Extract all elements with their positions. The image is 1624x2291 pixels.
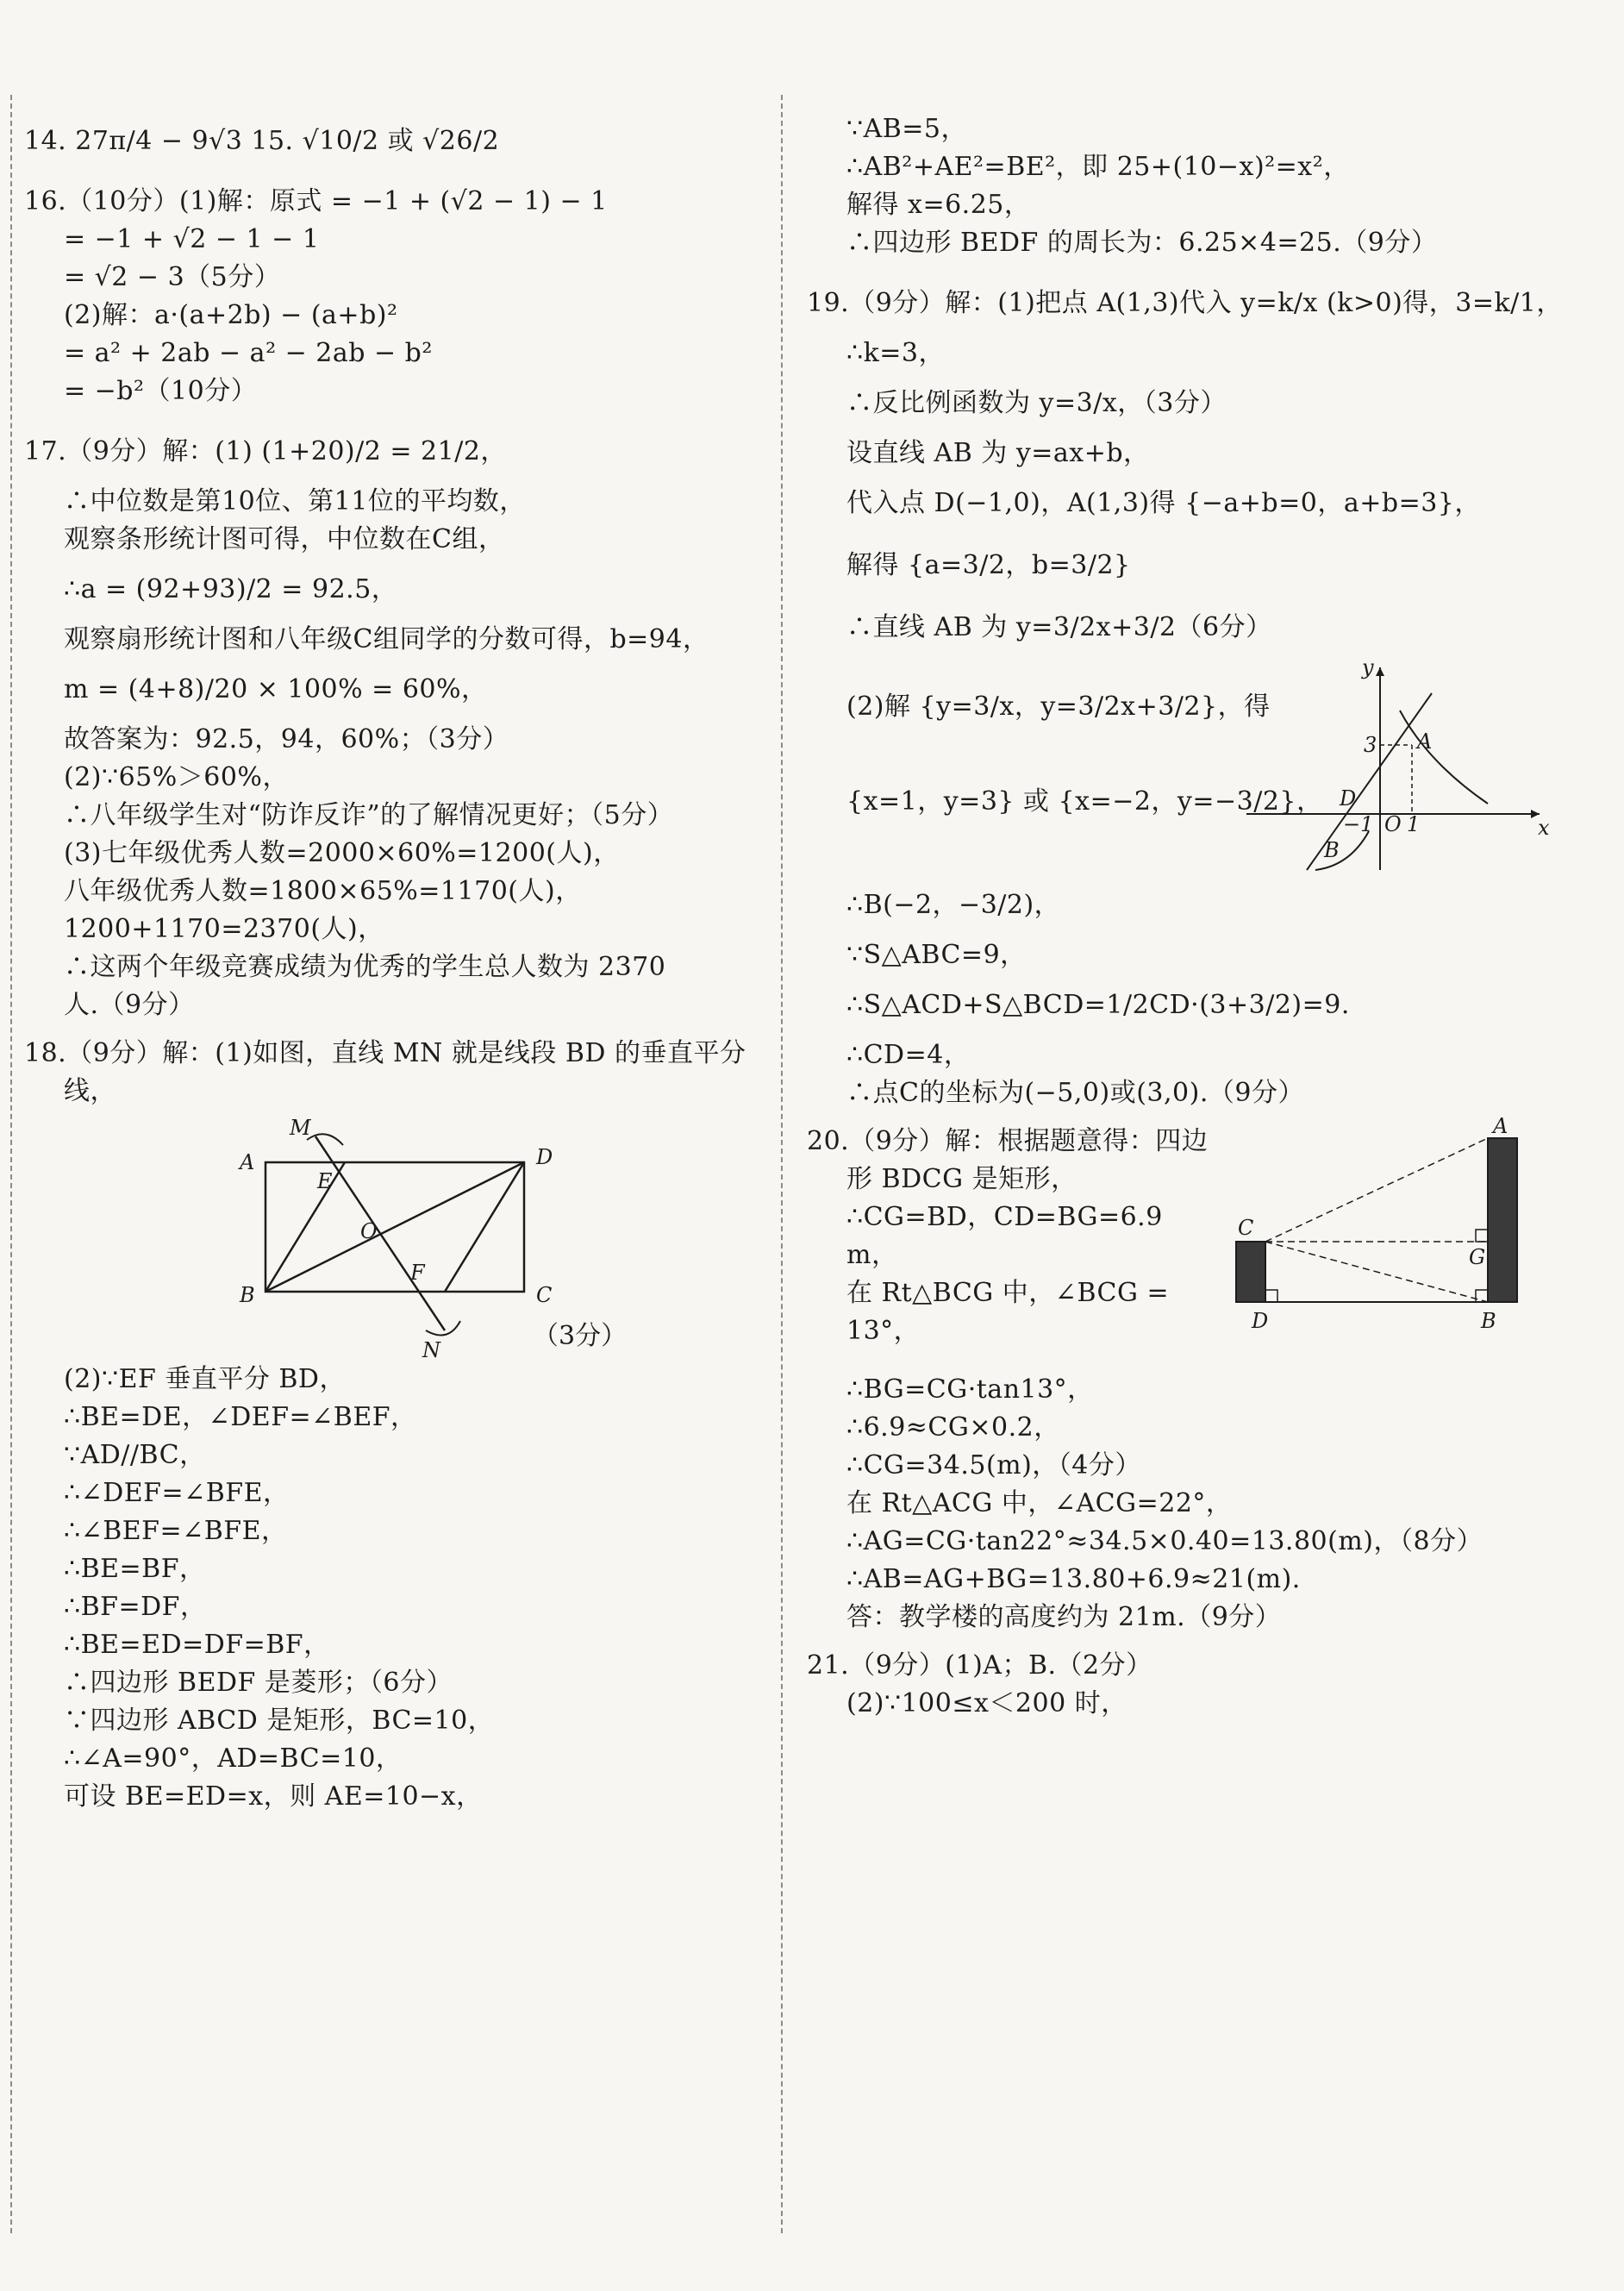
answer-21-step: (2)∵100≤x＜200 时，	[846, 1688, 1127, 1718]
answer-17-step: ∴八年级学生对“防诈反诈”的了解情况更好；（5分）	[64, 800, 674, 830]
answer-21-head: 21.（9分）(1)A；B.（2分）	[807, 1650, 1152, 1681]
answer-18-cont: ∴AB²+AE²=BE²，即 25+(10−x)²=x²，	[846, 152, 1350, 182]
answer-18-step: ∴BF=DF，	[64, 1592, 207, 1622]
answer-17-step: (3)七年级优秀人数=2000×60%=1200(人)，	[64, 838, 620, 868]
answer-20-step: 在 Rt△BCG 中，∠BCG =	[846, 1278, 1170, 1308]
answer-20-step: ∴AB=AG+BG=13.80+6.9≈21(m).	[846, 1564, 1301, 1594]
answer-18-step: ∵AD//BC，	[64, 1440, 206, 1470]
answer-18-head: 18.（9分）解：(1)如图，直线 MN 就是线段 BD 的垂直平分	[24, 1038, 746, 1068]
left-margin-dashed-line	[10, 95, 12, 2233]
answer-16-step: (2)解：a·(a+2b) − (a+b)²	[64, 300, 398, 330]
answer-19-step: ∴B(−2，−3/2)，	[846, 890, 1061, 920]
line-mn	[315, 1136, 445, 1330]
label-f: F	[410, 1261, 425, 1285]
label-d: D	[536, 1145, 553, 1169]
answer-18-cont: 解得 x=6.25，	[846, 190, 1031, 220]
answer-17-step: 故答案为：92.5，94，60%；（3分）	[64, 724, 509, 754]
answer-19-step: {x=1，y=3} 或 {x=−2，y=−3/2}，	[846, 786, 1323, 817]
figure-20-buildings	[1212, 1112, 1540, 1354]
label-1: 1	[1407, 812, 1421, 836]
figure-19-graph	[1246, 659, 1557, 874]
label-point-a: A	[1417, 729, 1433, 754]
label-point-d: D	[1340, 786, 1357, 811]
arc-mark-top	[307, 1134, 343, 1145]
answer-20-head: 20.（9分）解：根据题意得：四边	[807, 1126, 1209, 1156]
label-c: C	[536, 1283, 553, 1307]
label-d: D	[1252, 1309, 1269, 1333]
answer-20-step: ∴6.9≈CG×0.2，	[846, 1412, 1060, 1443]
column-divider	[781, 95, 783, 2233]
answer-20-step: 答：教学楼的高度约为 21m.（9分）	[846, 1602, 1282, 1632]
building-ab	[1488, 1138, 1517, 1302]
label-x: x	[1538, 816, 1550, 840]
answer-17-step: ∴a = (92+93)/2 = 92.5，	[64, 574, 398, 604]
answer-20-block	[807, 1112, 1583, 1371]
answer-18-step: ∴∠A=90°，AD=BC=10，	[64, 1743, 403, 1774]
answer-20-step: ∴BG=CG·tan13°，	[846, 1374, 1094, 1405]
answer-16-head: 16.（10分）(1)解：原式 = −1 + (√2 − 1) − 1	[24, 186, 608, 216]
answer-17-step: 人.（9分）	[64, 990, 195, 1020]
answer-17-step: ∴这两个年级竞赛成绩为优秀的学生总人数为 2370	[64, 952, 666, 982]
answer-18-cont: ∵AB=5，	[846, 114, 968, 144]
answer-19-step: ∴k=3，	[846, 338, 945, 368]
answer-20-step: m，	[846, 1240, 898, 1270]
label-3: 3	[1364, 733, 1377, 757]
answer-17-step: m = (4+8)/20 × 100% = 60%，	[64, 674, 488, 704]
answer-14-15: 14. 27π/4 − 9√3 15. √10/2 或 √26/2	[24, 126, 500, 156]
label-origin: O	[1384, 812, 1402, 836]
answer-16-step: = a² + 2ab − a² − 2ab − b²	[64, 338, 433, 368]
answer-17-step: 观察扇形统计图和八年级C组同学的分数可得，b=94，	[64, 624, 709, 654]
answer-17-step: 1200+1170=2370(人)，	[64, 914, 384, 944]
answer-18-step: 线，	[64, 1076, 116, 1106]
answer-20-step: ∴CG=34.5(m)，（4分）	[846, 1450, 1141, 1480]
label-b: B	[240, 1283, 255, 1307]
label-g: G	[1469, 1245, 1486, 1269]
sight-line-cb	[1265, 1242, 1488, 1302]
answer-17-step: (2)∵65%＞60%，	[64, 762, 289, 792]
answer-20-step: 13°，	[846, 1316, 921, 1346]
answer-16-step: = √2 − 3（5分）	[64, 262, 281, 292]
answer-19-head: 19.（9分）解：(1)把点 A(1,3)代入 y=k/x (k>0)得，3=k/1，	[807, 288, 1563, 318]
answer-18-step: ∴∠BEF=∠BFE，	[64, 1516, 288, 1546]
answer-19-step: (2)解 {y=3/x，y=3/2x+3/2}，得	[846, 692, 1271, 722]
right-angle-d	[1265, 1290, 1277, 1302]
answer-20-step: 在 Rt△ACG 中，∠ACG=22°，	[846, 1488, 1233, 1518]
answer-18-step: ∴∠DEF=∠BFE，	[64, 1478, 290, 1508]
answer-19-step: 解得 {a=3/2，b=3/2}	[846, 550, 1131, 580]
figure-18-rectangle	[24, 1111, 767, 1361]
label-point-b: B	[1324, 838, 1340, 862]
answer-19-step: ∴CD=4，	[846, 1040, 971, 1070]
answer-18-step: ∵四边形 ABCD 是矩形，BC=10，	[64, 1706, 495, 1736]
answer-16-step: = −1 + √2 − 1 − 1	[64, 224, 320, 254]
answer-20-step: 形 BDCG 是矩形，	[846, 1164, 1077, 1194]
answer-19-step: 设直线 AB 为 y=ax+b，	[846, 438, 1150, 468]
answer-17-step: 八年级优秀人数=1800×65%=1170(人)，	[64, 876, 582, 906]
answer-17-step: 观察条形统计图可得，中位数在C组，	[64, 524, 505, 554]
answer-18-step: ∴BE=ED=DF=BF，	[64, 1630, 330, 1660]
answer-18-step: ∴BE=DE，∠DEF=∠BEF，	[64, 1402, 417, 1432]
label-n: N	[422, 1338, 440, 1361]
figure-18-svg	[197, 1111, 714, 1361]
building-cd	[1236, 1242, 1265, 1302]
answer-20-step: ∴AG=CG·tan22°≈34.5×0.40=13.80(m)，（8分）	[846, 1526, 1483, 1556]
answer-18-step: ∴四边形 BEDF 是菱形；（6分）	[64, 1668, 453, 1698]
label-a: A	[240, 1150, 255, 1174]
label-neg1: −1	[1343, 812, 1374, 836]
answer-19-part2-block	[807, 659, 1583, 874]
sight-line-ca	[1265, 1138, 1488, 1242]
left-column	[24, 110, 767, 1816]
answer-20-step: ∴CG=BD，CD=BG=6.9	[846, 1202, 1163, 1232]
label-e: E	[317, 1169, 333, 1193]
answer-18-step: 可设 BE=ED=x，则 AE=10−x，	[64, 1781, 483, 1812]
answer-18-step: (2)∵EF 垂直平分 BD，	[64, 1364, 346, 1394]
label-b: B	[1481, 1309, 1496, 1333]
hyperbola-first-quadrant	[1400, 710, 1488, 804]
answer-19-step: ∵S△ABC=9，	[846, 940, 1027, 970]
answer-17-head: 17.（9分）解：(1) (1+20)/2 = 21/2，	[24, 436, 507, 466]
label-o: O	[360, 1219, 378, 1243]
answer-19-step: ∴S△ACD+S△BCD=1/2CD·(3+3/2)=9.	[846, 990, 1350, 1020]
answer-16-step: = −b²（10分）	[64, 376, 258, 406]
answer-17-step: ∴中位数是第10位、第11位的平均数，	[64, 486, 526, 516]
answer-19-step: 代入点 D(−1,0)，A(1,3)得 {−a+b=0，a+b=3}，	[846, 488, 1481, 518]
label-y: y	[1362, 659, 1374, 679]
label-c: C	[1238, 1216, 1254, 1240]
y-axis-arrow	[1376, 667, 1384, 676]
figure-18-score: （3分）	[533, 1321, 628, 1351]
answer-19-step: ∴直线 AB 为 y=3/2x+3/2（6分）	[846, 612, 1272, 642]
label-a: A	[1493, 1114, 1508, 1138]
answer-18-cont: ∴四边形 BEDF 的周长为：6.25×4=25.（9分）	[846, 228, 1438, 258]
right-column	[807, 110, 1583, 1723]
label-m: M	[290, 1116, 311, 1140]
answer-18-step: ∴BE=BF，	[64, 1554, 206, 1584]
right-angle-g	[1476, 1230, 1488, 1242]
answer-19-step: ∴反比例函数为 y=3/x，（3分）	[846, 388, 1227, 418]
answer-19-step: ∴点C的坐标为(−5,0)或(3,0).（9分）	[846, 1078, 1304, 1108]
